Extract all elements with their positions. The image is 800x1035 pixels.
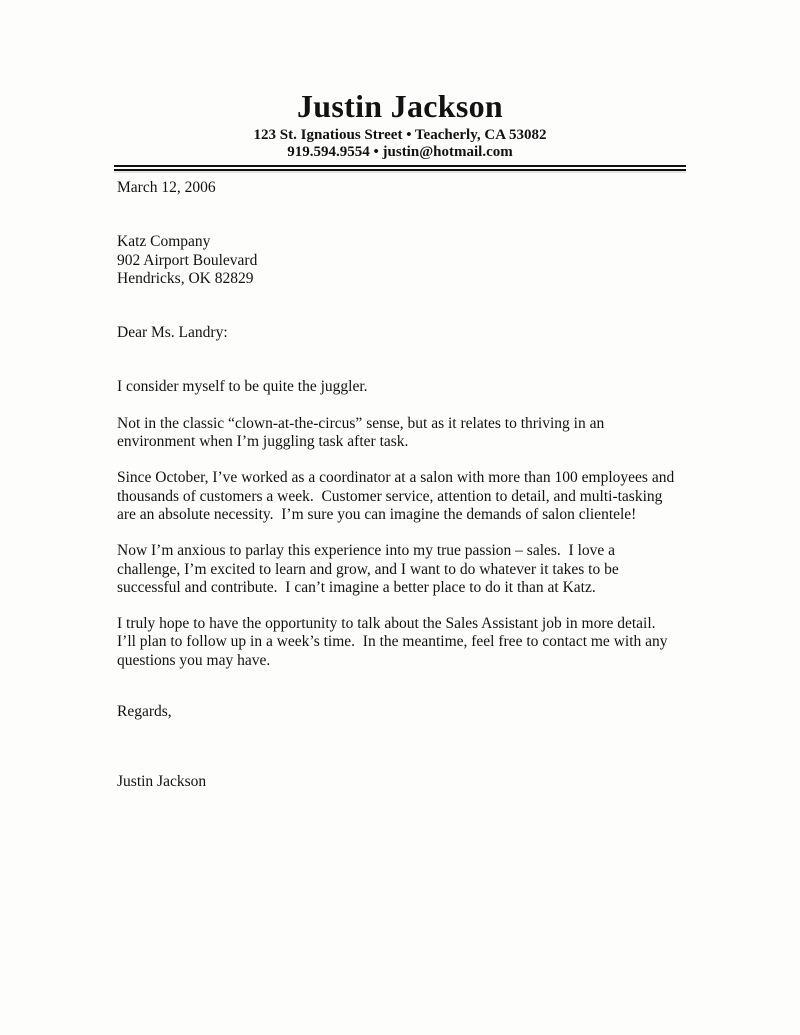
date-line: March 12, 2006 [117,179,216,196]
recipient-street: 902 Airport Boulevard [117,251,258,269]
salutation: Dear Ms. Landry: [117,324,228,342]
double-rule-divider [114,165,686,171]
letterhead-name: Justin Jackson [296,88,504,124]
paragraph-line: I consider myself to be quite the juggler. [117,378,368,396]
paragraph [117,415,695,452]
signature-name: Justin Jackson [117,773,207,791]
paragraph [117,615,695,670]
recipient-city-state-zip: Hendricks, OK 82829 [117,269,254,287]
paragraph-line: Since October, I’ve worked as a coordinator at a salon with more than 100 employees and [117,469,675,487]
closing: Regards, [117,703,172,721]
recipient-block [117,233,695,288]
paragraph-line: environment when I’m juggling task after task. [117,433,409,451]
paragraph-line: questions you may have. [117,651,271,669]
letterhead-contact: 919.594.9554 • justin@hotmail.com [287,144,513,161]
paragraph-line: thousands of customers a week. Customer service, attention to detail, and multi-tasking [117,487,663,505]
letter-body [117,179,695,792]
paragraph-line: are an absolute necessity. I’m sure you can imagine the demands of salon clientele! [117,505,637,523]
letterhead [0,87,800,161]
paragraph-line: successful and contribute. I can’t imagine a better place to do it than at Katz. [117,578,596,596]
paragraph [117,469,695,524]
paragraph-line: Not in the classic “clown-at-the-circus” sense, but as it relates to thriving in an [117,414,605,432]
paragraph-line: I’ll plan to follow up in a week’s time. In the meantime, feel free to contact me with any [117,633,668,651]
paragraph-line: Now I’m anxious to parlay this experience into my true passion – sales. I love a [117,542,616,560]
letterhead-address: 123 St. Ignatious Street • Teacherly, CA 53082 [253,127,547,143]
paragraph [117,378,695,396]
paragraph-line: I truly hope to have the opportunity to talk about the Sales Assistant job in more detail. [117,615,656,633]
recipient-company: Katz Company [117,233,211,251]
paragraph-line: challenge, I’m excited to learn and grow, and I want to do whatever it takes to be [117,560,619,578]
paragraph [117,542,695,597]
